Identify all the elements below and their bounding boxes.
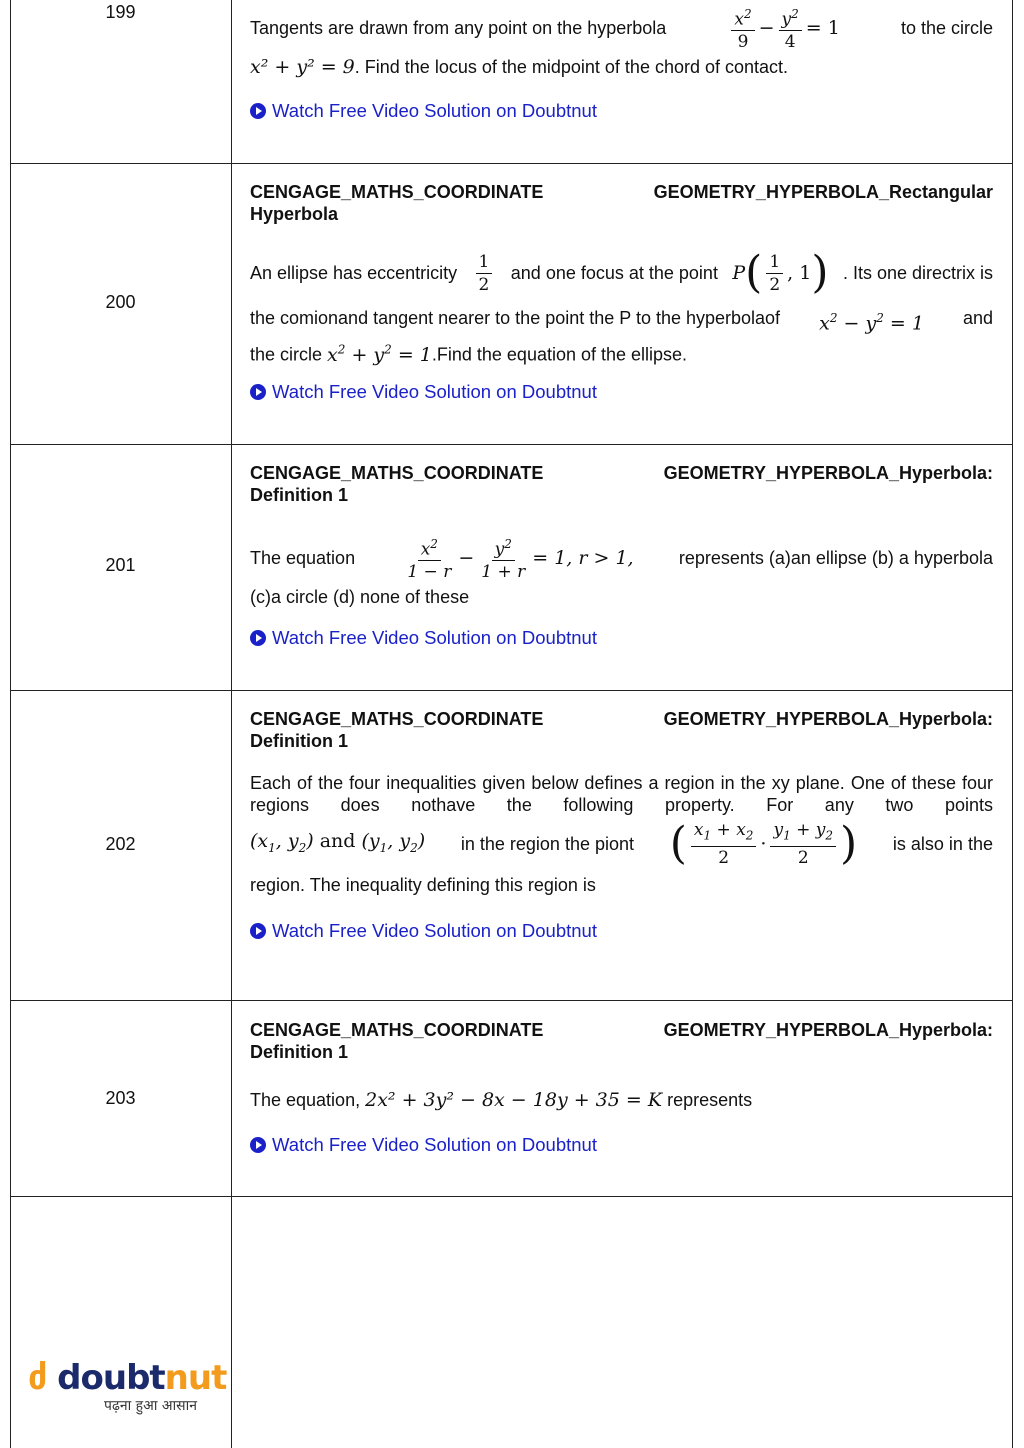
topic-heading: CENGAGE_MATHS_COORDINATE GEOMETRY_HYPERBOLA_Hyperbola: Definition 1 <box>250 709 993 751</box>
row-divider <box>10 1000 1013 1001</box>
question-cell: CENGAGE_MATHS_COORDINATE GEOMETRY_HYPERBOLA_Hyperbola: Definition 1 Each of the four inequalities given below defines a region in the xy plane. One of these four regions does nothave the following property. For any two points ($x_1$, $y_2$) and ($y_1$, $y_2$) in the region the piont ( $\frac{x_1 + x_2}{2}$ · $\frac{y_1 + y_2}{2}$ ) is also in the region. The inequality defining this region is <box>250 709 993 895</box>
question-number: 199 <box>105 2 136 22</box>
question-number: 200 <box>105 292 136 312</box>
question-text: The equation, 2x² + 3y² − 8x − 18y + 35 = K represents <box>250 1089 753 1111</box>
watch-video-link[interactable]: Watch Free Video Solution on Doubtnut <box>250 920 597 942</box>
watch-video-link[interactable]: Watch Free Video Solution on Doubtnut <box>250 627 597 649</box>
watch-video-link[interactable]: Watch Free Video Solution on Doubtnut <box>250 100 597 122</box>
question-text: An ellipse has eccentricity $\frac{1}{2}$ and one focus at the point P ( $\frac{1}{2}$ , 1 ) . Its one directrix is <box>250 247 993 298</box>
row-divider <box>10 163 1013 164</box>
question-cell: CENGAGE_MATHS_COORDINATE GEOMETRY_HYPERBOLA_Hyperbola: Definition 1 The equation $\frac{x^2}{1 - r}$ − $\frac{y^2}{1 + r}$ = 1, r > 1, represents (a)an ellipse (b) a hyperbola (c)a circle (d) none of these <box>250 463 993 607</box>
row-divider <box>10 690 1013 691</box>
doubtnut-logo: ძ doubtnut पढ़ना हुआ आसान <box>28 1358 227 1414</box>
play-circle-icon <box>250 630 266 646</box>
question-number: 202 <box>105 834 136 854</box>
row-divider <box>10 444 1013 445</box>
topic-heading: CENGAGE_MATHS_COORDINATE GEOMETRY_HYPERBOLA_Rectangular Hyperbola <box>250 182 993 224</box>
row-divider <box>10 1196 1013 1197</box>
question-cell: CENGAGE_MATHS_COORDINATE GEOMETRY_HYPERBOLA_Rectangular Hyperbola An ellipse has eccentricity $\frac{1}{2}$ and one focus at the point P ( $\frac{1}{2}$ , 1 ) . Its one directrix is the comionand tangent nearer to the point the P to the hyperbolaof $x^2 - y^2 = 1$ and the circle $x^2 + y^2$ = 1.Find the equation of the ellipse. <box>250 182 993 366</box>
play-circle-icon <box>250 923 266 939</box>
question-text: Each of the four inequalities given below defines a region in the xy plane. One of these four regions does nothave the following property. For any two points <box>250 773 993 815</box>
logo-d-icon: ძ <box>28 1358 47 1398</box>
topic-heading: CENGAGE_MATHS_COORDINATE GEOMETRY_HYPERBOLA_Hyperbola: Definition 1 <box>250 1020 993 1062</box>
watch-video-link[interactable]: Watch Free Video Solution on Doubtnut <box>250 1134 597 1156</box>
question-number: 203 <box>105 1088 136 1108</box>
topic-heading: CENGAGE_MATHS_COORDINATE GEOMETRY_HYPERBOLA_Hyperbola: Definition 1 <box>250 463 993 505</box>
play-circle-icon <box>250 384 266 400</box>
logo-tagline: पढ़ना हुआ आसान <box>104 1398 198 1414</box>
question-cell <box>250 1019 993 1111</box>
watch-video-link[interactable]: Watch Free Video Solution on Doubtnut <box>250 381 597 403</box>
question-text: The equation $\frac{x^2}{1 - r}$ − $\frac{y^2}{1 + r}$ = 1, r > 1, represents (a)an ellipse (b) a hyperbola <box>250 530 993 586</box>
column-divider <box>231 0 232 1448</box>
play-circle-icon <box>250 103 266 119</box>
play-circle-icon <box>250 1137 266 1153</box>
question-text: Tangents are drawn from any point on the hyperbola $\frac{x^2}{9}$ − $\frac{y^2}{4}$ = 1 to the circle x² + y² = 9. Find the locus of the midpoint of the chord of contact. <box>250 2 993 78</box>
question-number: 201 <box>105 555 136 575</box>
